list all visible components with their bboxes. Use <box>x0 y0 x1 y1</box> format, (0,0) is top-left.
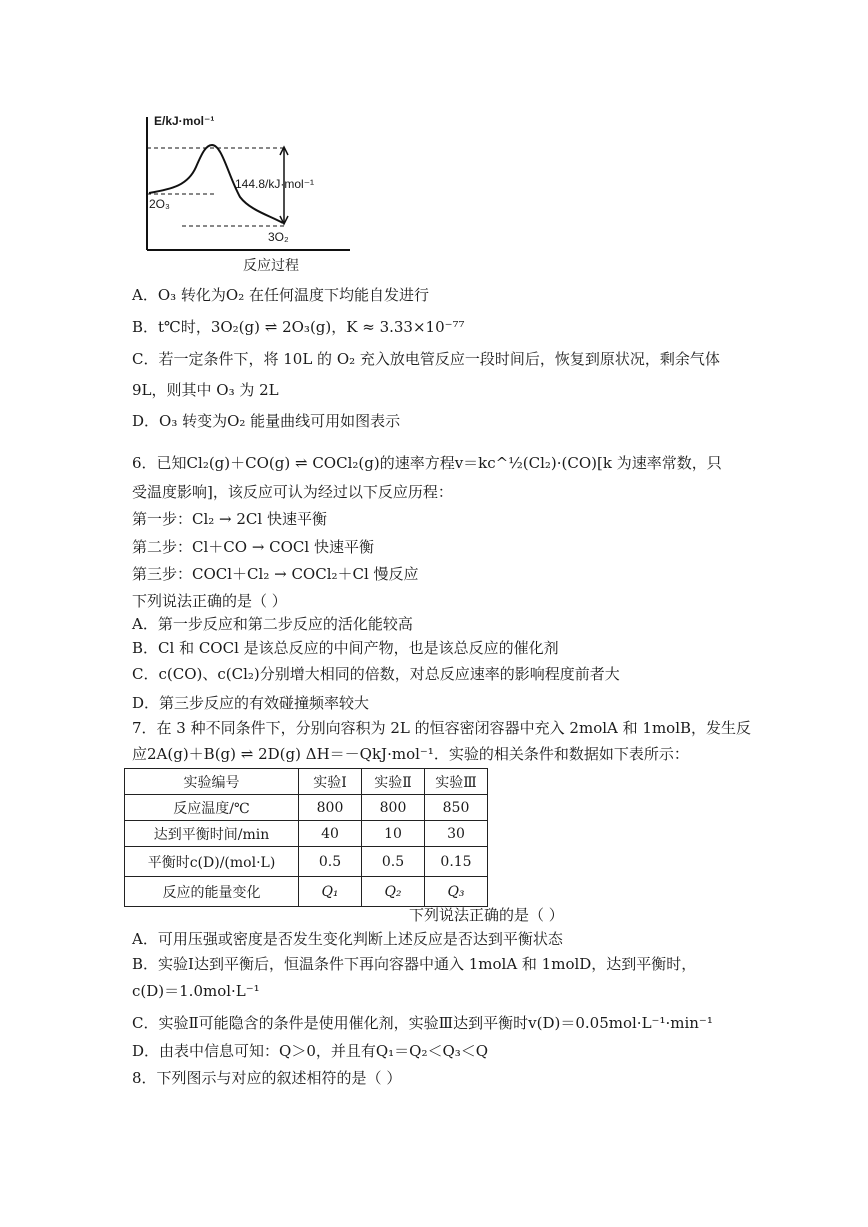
q6-stem-line1: 6．已知Cl₂(g)＋CO(g) ⇌ COCl₂(g)的速率方程v＝kc^½(Cl₂)·(CO)[k 为速率常数，只 <box>132 454 722 472</box>
q6-question: 下列说法正确的是（ ） <box>132 592 287 610</box>
q5-option-b: B．t℃时，3O₂(g) ⇌ 2O₃(g)，K ≈ 3.33×10⁻⁷⁷ <box>132 318 465 336</box>
q6-step1: 第一步：Cl₂ → 2Cl 快速平衡 <box>132 510 327 528</box>
q5-option-d: D．O₃ 转变为O₂ 能量曲线可用如图表示 <box>132 412 401 430</box>
x-axis-label: 反应过程 <box>243 257 299 273</box>
q7-option-c: C．实验Ⅱ可能隐含的条件是使用催化剂，实验Ⅲ达到平衡时v(D)＝0.05mol·L⁻¹·min⁻¹ <box>132 1014 713 1032</box>
table-row <box>125 821 488 847</box>
table-cell: 反应的能量变化 <box>125 877 299 907</box>
table-cell: 850 <box>425 795 488 821</box>
table-header-cell: 实验Ⅲ <box>425 769 488 795</box>
table-cell: 800 <box>362 795 425 821</box>
experiment-table <box>124 768 488 907</box>
q6-stem-line2: 受温度影响]，该反应可认为经过以下反应历程： <box>132 483 453 501</box>
q6-step3: 第三步：COCl＋Cl₂ → COCl₂＋Cl 慢反应 <box>132 565 419 583</box>
table-cell: Q₂ <box>362 877 425 907</box>
q7-option-b-line2: c(D)＝1.0mol·L⁻¹ <box>132 982 260 1000</box>
table-cell: 0.5 <box>362 847 425 877</box>
table-cell: Q₃ <box>425 877 488 907</box>
q5-option-c-line2: 9L，则其中 O₃ 为 2L <box>132 381 279 399</box>
q8-stem: 8．下列图示与对应的叙述相符的是（ ） <box>132 1069 402 1087</box>
table-row <box>125 847 488 877</box>
table-cell: 800 <box>299 795 362 821</box>
energy-label: 144.8/kJ·mol⁻¹ <box>235 177 315 191</box>
table-cell: 平衡时c(D)/(mol·L) <box>125 847 299 877</box>
table-header-cell: 实验Ⅰ <box>299 769 362 795</box>
product-label: 3O₂ <box>268 230 289 244</box>
q6-option-a: A．第一步反应和第二步反应的活化能较高 <box>132 615 413 633</box>
table-header-cell: 实验编号 <box>125 769 299 795</box>
q7-option-b-line1: B．实验Ⅰ达到平衡后，恒温条件下再向容器中通入 1molA 和 1molD，达到平衡时， <box>132 955 697 973</box>
table-row <box>125 795 488 821</box>
q7-option-d: D．由表中信息可知：Q＞0，并且有Q₁＝Q₂＜Q₃＜Q <box>132 1042 489 1060</box>
table-header-cell: 实验Ⅱ <box>362 769 425 795</box>
table-cell: 30 <box>425 821 488 847</box>
table-cell: Q₁ <box>299 877 362 907</box>
table-cell: 40 <box>299 821 362 847</box>
q7-option-a: A．可用压强或密度是否发生变化判断上述反应是否达到平衡状态 <box>132 930 563 948</box>
table-header-row <box>125 769 488 795</box>
q5-option-a: A．O₃ 转化为O₂ 在任何温度下均能自发进行 <box>132 286 429 304</box>
table-cell: 反应温度/℃ <box>125 795 299 821</box>
table-row <box>125 877 488 907</box>
energy-diagram <box>118 105 368 277</box>
q7-question: 下列说法正确的是（ ） <box>409 906 564 924</box>
reactant-label: 2O₃ <box>149 197 170 211</box>
table-cell: 10 <box>362 821 425 847</box>
q6-option-b: B．Cl 和 COCl 是该总反应的中间产物，也是该总反应的催化剂 <box>132 639 559 657</box>
q6-option-d: D．第三步反应的有效碰撞频率较大 <box>132 694 370 712</box>
q7-stem-line1: 7．在 3 种不同条件下，分别向容积为 2L 的恒容密闭容器中充入 2molA 和 1molB，发生反 <box>132 719 752 737</box>
y-axis-label: E/kJ·mol⁻¹ <box>154 114 215 128</box>
table-cell: 0.15 <box>425 847 488 877</box>
q5-option-c-line1: C．若一定条件下，将 10L 的 O₂ 充入放电管反应一段时间后，恢复到原状况，剩余气体 <box>132 350 720 368</box>
q6-step2: 第二步：Cl＋CO → COCl 快速平衡 <box>132 538 374 556</box>
table-cell: 0.5 <box>299 847 362 877</box>
q6-option-c: C．c(CO)、c(Cl₂)分别增大相同的倍数，对总反应速率的影响程度前者大 <box>132 665 620 683</box>
table-cell: 达到平衡时间/min <box>125 821 299 847</box>
q7-stem-line2: 应2A(g)＋B(g) ⇌ 2D(g) ΔH＝－QkJ·mol⁻¹．实验的相关条件和数据如下表所示： <box>132 745 689 763</box>
